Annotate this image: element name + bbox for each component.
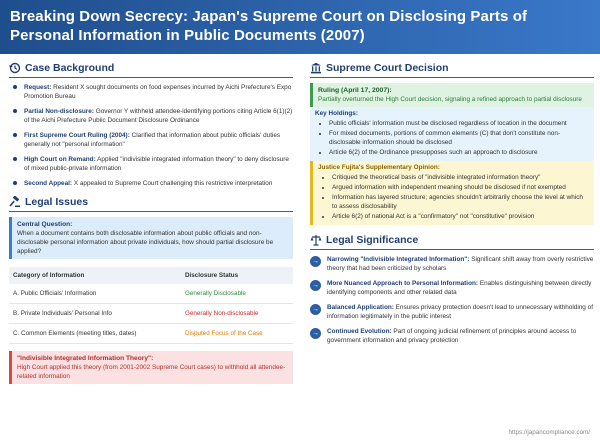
list-item: • Critiqued the theoretical basis of "indivisible integrated information theory" bbox=[332, 173, 589, 182]
arrow-right-icon: → bbox=[312, 330, 319, 337]
significance-item bbox=[310, 255, 594, 273]
column-header: Disclosure Status bbox=[181, 267, 293, 284]
item-text: Clarified that information about public officials' duties generally not "personal information" bbox=[24, 132, 281, 148]
arrow-right-icon: → bbox=[312, 258, 319, 265]
central-question-title: Central Question: bbox=[17, 221, 73, 228]
category-cell: C. Common Elements (meeting titles, dates) bbox=[9, 324, 181, 344]
item-text: X appealed to Supreme Court challenging this restrictive interpretation bbox=[73, 180, 273, 187]
scales-icon bbox=[310, 234, 322, 246]
theory-title: "Indivisible Integrated Information Theory": bbox=[17, 355, 154, 362]
list-item: • Information has layered structure; agencies shouldn't arbitrarily choose the level at which to assess disclosability bbox=[332, 193, 589, 211]
header-banner bbox=[0, 0, 600, 54]
item-label: Balanced Application: bbox=[327, 304, 394, 311]
ruling-title: Ruling (April 17, 2007): bbox=[318, 87, 392, 94]
table-row bbox=[9, 324, 293, 344]
court-building-icon bbox=[310, 62, 322, 74]
list-item bbox=[9, 107, 293, 125]
theory-text: High Court applied this theory (from 2001-2002 Supreme Court cases) to withhold all attendee-related information bbox=[17, 364, 286, 380]
significance-title: Legal Significance bbox=[326, 234, 419, 246]
status-cell: Disputed Focus of the Case bbox=[181, 324, 293, 344]
item-text: Resident X sought documents on food expenses incurred by Aichi Prefecture's Expo Promotion Bureau bbox=[24, 84, 292, 100]
item-label: High Court on Remand: bbox=[24, 156, 96, 163]
list-item bbox=[9, 155, 293, 173]
disclosure-table bbox=[9, 267, 293, 344]
arrow-right-icon: → bbox=[312, 282, 319, 289]
list-item: • Article 6(2) of the Ordinance presupposes such an approach to disclosure bbox=[329, 148, 589, 157]
status-cell: Generally Disclosable bbox=[181, 284, 293, 304]
item-text: Enables distinguishing between directly identifying components and other related data bbox=[327, 280, 592, 296]
item-label: Request: bbox=[24, 84, 52, 91]
significance-item bbox=[310, 327, 594, 345]
item-label: Continued Evolution: bbox=[327, 328, 392, 335]
table-row bbox=[9, 284, 293, 304]
theory-box bbox=[9, 351, 293, 384]
item-label: More Nuanced Approach to Personal Information: bbox=[327, 280, 479, 287]
legal-issues-title: Legal Issues bbox=[25, 196, 89, 208]
significance-item bbox=[310, 303, 594, 321]
fujita-opinion-box bbox=[310, 161, 594, 225]
item-text: Part of ongoing judicial refinement of principles around access to government information and privacy protection bbox=[327, 328, 577, 344]
table-row bbox=[9, 304, 293, 324]
item-label: First Supreme Court Ruling (2004): bbox=[24, 132, 130, 139]
ruling-box bbox=[310, 83, 594, 107]
key-holdings-box bbox=[310, 107, 594, 161]
right-column bbox=[310, 62, 594, 351]
item-text: Ensures privacy protection doesn't lead to unnecessary withholding of information legitimately in the public interest bbox=[327, 304, 593, 320]
central-question-text: When a document contains both disclosable information about public officials and non-disclosable personal information about private individuals, how should partial disclosure be applied? bbox=[17, 230, 274, 255]
page-title: Breaking Down Secrecy: Japan's Supreme Court on Disclosing Parts of Personal Information in Public Documents (2007) bbox=[10, 8, 528, 44]
footer-url[interactable]: https://japancompliance.com/ bbox=[508, 429, 590, 436]
left-column bbox=[9, 62, 293, 384]
decision-title: Supreme Court Decision bbox=[326, 62, 449, 74]
category-cell: A. Public Officials' Information bbox=[9, 284, 181, 304]
item-label: Second Appeal: bbox=[24, 180, 73, 187]
list-item bbox=[9, 83, 293, 101]
legal-significance-heading bbox=[310, 234, 594, 250]
fujita-opinion-title: Justice Fujita's Supplementary Opinion: bbox=[318, 164, 440, 171]
list-item: • For mixed documents, portions of common elements (C) that don't constitute non-disclosable information should be disclosed bbox=[329, 129, 589, 147]
supreme-court-decision-heading bbox=[310, 62, 594, 78]
gavel-icon bbox=[9, 196, 21, 208]
background-list bbox=[9, 83, 293, 188]
case-background-title: Case Background bbox=[25, 62, 115, 74]
status-cell: Generally Non-disclosable bbox=[181, 304, 293, 324]
item-text: Applied "indivisible integrated information theory" to deny disclosure of mixed public-private information bbox=[24, 156, 289, 172]
case-background-heading bbox=[9, 62, 293, 78]
list-item bbox=[9, 131, 293, 149]
list-item: • Public officials' information must be disclosed regardless of location in the document bbox=[329, 119, 589, 128]
ruling-text: Partially overturned the High Court decision, signaling a refined approach to partial disclosure bbox=[318, 96, 582, 103]
item-text: Governor Y withheld attendee-identifying portions citing Article 6(1)(2) of the Aichi Prefecture Public Document Disclosure Ordinance bbox=[24, 108, 293, 124]
key-holdings-title: Key Holdings: bbox=[315, 110, 358, 117]
item-label: Narrowing "Indivisible Integrated Information": bbox=[327, 256, 470, 263]
list-item: • Argued information with independent meaning should be disclosed if not exempted bbox=[332, 183, 589, 192]
significance-item bbox=[310, 279, 594, 297]
category-cell: B. Private Individuals' Personal Info bbox=[9, 304, 181, 324]
list-item bbox=[9, 179, 293, 188]
item-label: Partial Non-disclosure: bbox=[24, 108, 94, 115]
list-item: • Article 6(2) of national Act is a "confirmatory" not "constitutive" provision bbox=[332, 212, 589, 221]
history-icon bbox=[9, 62, 21, 74]
item-text: Significant shift away from overly restrictive theory that had been criticized by scholars bbox=[327, 256, 594, 272]
central-question-box bbox=[9, 217, 293, 259]
arrow-right-icon: → bbox=[312, 306, 319, 313]
column-header: Category of Information bbox=[9, 267, 181, 284]
table-header-row bbox=[9, 267, 293, 284]
legal-issues-heading bbox=[9, 196, 293, 212]
